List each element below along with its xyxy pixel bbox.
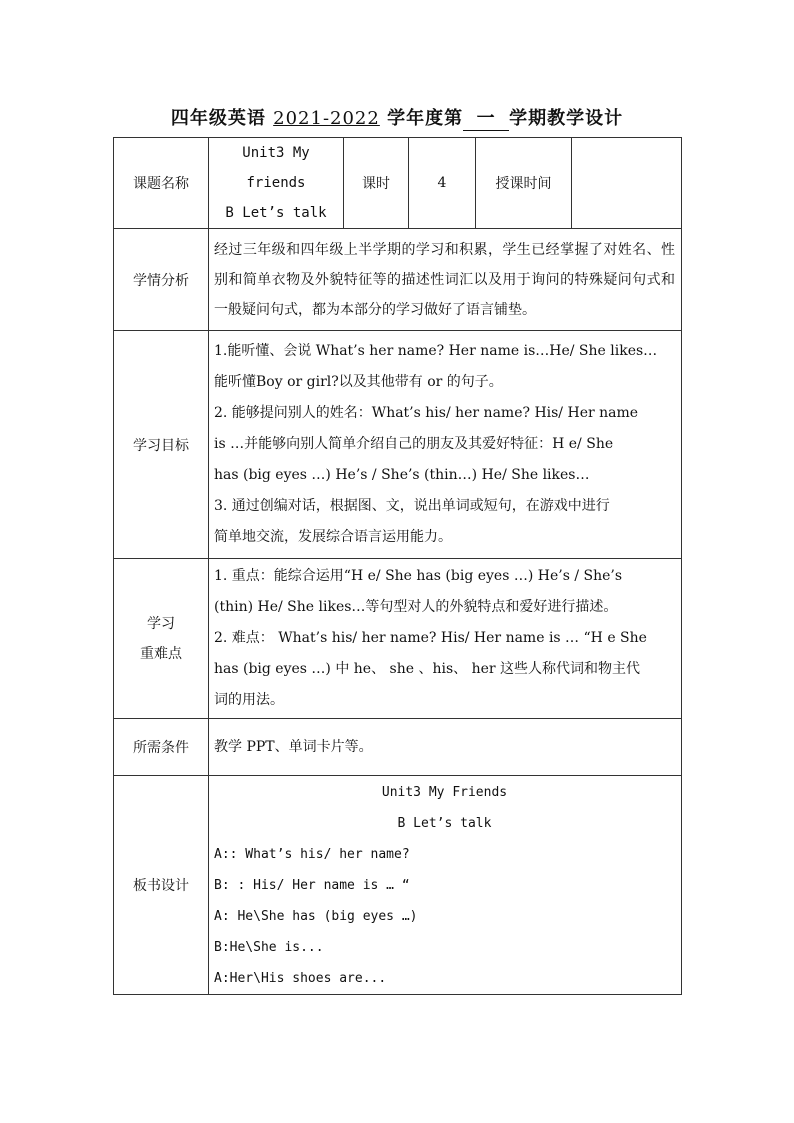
board-line: A:: What’s his/ her name? <box>214 846 410 862</box>
analysis-row <box>114 229 682 331</box>
title-term: 一 <box>463 104 509 131</box>
title-suffix: 学期教学设计 <box>509 108 624 129</box>
key-points-label <box>114 559 209 719</box>
goals-line: 2. 能够提问别人的姓名：What’s his/ her name? His/ Her name <box>214 405 639 421</box>
board-line: A:Her\His shoes are... <box>214 970 387 986</box>
title-year: 2021-2022 <box>273 108 380 129</box>
materials-row <box>114 719 682 776</box>
key-points-cell <box>209 559 682 719</box>
materials-cell <box>209 719 682 776</box>
board-line: B:He\She is... <box>214 939 324 955</box>
materials-label: 所需条件 <box>114 719 209 776</box>
time-value <box>572 138 682 229</box>
board-heading-1: Unit3 My Friends <box>381 784 508 800</box>
analysis-label: 学情分析 <box>114 229 209 331</box>
lesson-plan-table <box>113 137 682 995</box>
topic-line-1: Unit3 My friends <box>242 145 310 191</box>
board-cell <box>209 776 682 995</box>
key-points-line: 1. 重点：能综合运用“H e/ She has (big eyes …) He’s / She’s <box>214 568 623 584</box>
key-points-row <box>114 559 682 719</box>
topic-line-2: B Let’s talk <box>225 205 327 221</box>
goals-row <box>114 331 682 559</box>
key-points-line: 词的用法。 <box>214 692 284 708</box>
analysis-text: 经过三年级和四年级上半学期的学习和积累，学生已经掌握了对姓名、性别和简单衣物及外貌特征等的描述性词汇以及用于询问的特殊疑问句式和一般疑问句式，都为本部分的学习做好了语言铺垫。 <box>214 241 675 318</box>
key-points-label-line-2: 重难点 <box>140 645 182 662</box>
goals-label: 学习目标 <box>114 331 209 559</box>
hours-label: 课时 <box>344 138 409 229</box>
goals-line: has (big eyes …) He’s / She’s (thin…) He/ She likes… <box>214 467 590 483</box>
title-prefix: 四年级英语 <box>170 108 266 129</box>
goals-line: is …并能够向别人简单介绍自己的朋友及其爱好特征：H e/ She <box>214 436 614 452</box>
goals-line: 能听懂Boy or girl?以及其他带有 or 的句子。 <box>214 374 503 390</box>
materials-text: 教学 PPT、单词卡片等。 <box>214 738 373 755</box>
key-points-text <box>209 561 681 716</box>
board-heading-2: B Let’s talk <box>397 815 492 831</box>
board-line: A: He\She has (big eyes …) <box>214 908 418 924</box>
goals-line: 1.能听懂、会说 What’s her name? Her name is…He/ She likes… <box>214 343 658 359</box>
goals-line: 简单地交流，发展综合语言运用能力。 <box>214 529 452 545</box>
analysis-cell <box>209 229 682 331</box>
key-points-line: has (big eyes …) 中 he、 she 、his、 her 这些人称代词和物主代 <box>214 661 641 677</box>
key-points-line: (thin) He/ She likes…等句型对人的外貌特点和爱好进行描述。 <box>214 599 618 615</box>
hours-value: 4 <box>409 138 476 229</box>
board-label: 板书设计 <box>114 776 209 995</box>
goals-cell <box>209 331 682 559</box>
title-mid: 学年度第 <box>387 108 464 129</box>
header-row <box>114 138 682 229</box>
goals-text <box>209 336 681 553</box>
goals-line: 3. 通过创编对话，根据图、文，说出单词或短句，在游戏中进行 <box>214 498 610 514</box>
topic-value <box>209 138 344 229</box>
board-text <box>209 777 681 994</box>
board-line: B: : His/ Her name is … “ <box>214 877 410 893</box>
document-title <box>0 104 794 131</box>
time-label: 授课时间 <box>476 138 572 229</box>
key-points-line: 2. 难点： What’s his/ her name? His/ Her name is … “H e She <box>214 630 647 646</box>
key-points-label-line-1: 学习 <box>147 615 175 632</box>
board-row <box>114 776 682 995</box>
topic-label: 课题名称 <box>114 138 209 229</box>
